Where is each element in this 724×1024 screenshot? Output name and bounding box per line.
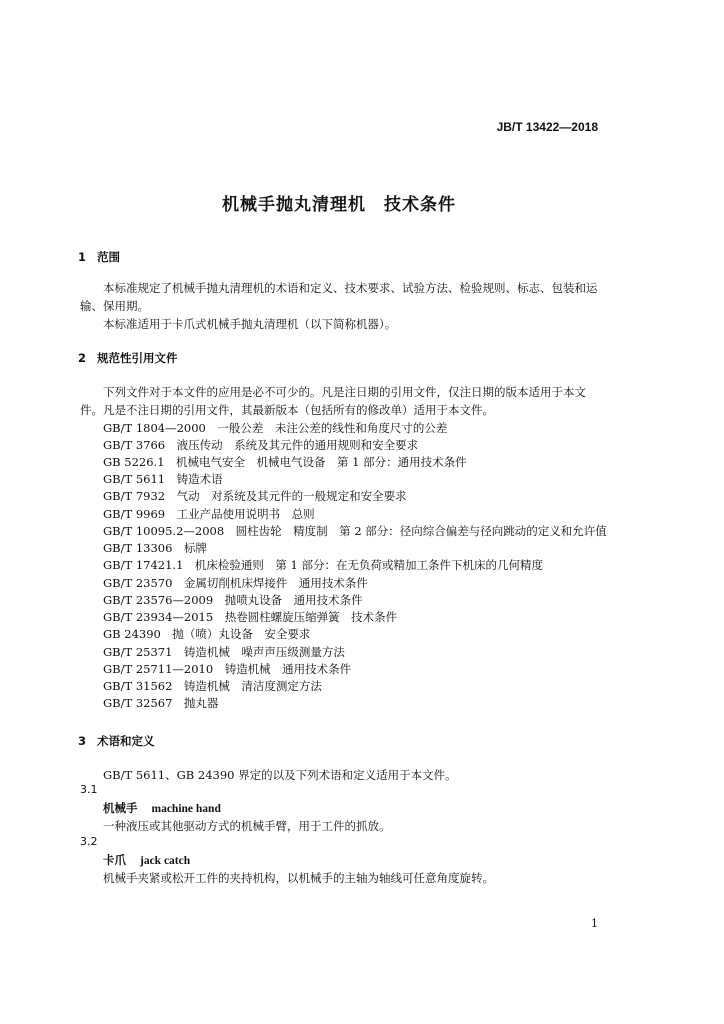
reference-item: GB/T 10095.2—2008 圆柱齿轮 精度制 第 2 部分：径向综合偏差与径向跳动的定义和允许值 [103,524,607,538]
section-2-intro [80,384,600,419]
reference-item: GB/T 31562 铸造机械 清洁度测定方法 [103,679,322,693]
reference-item: GB/T 23570 金属切削机床焊接件 通用技术条件 [103,576,368,590]
page-number: 1 [591,917,598,930]
standard-code: JB/T 13422—2018 [496,120,598,134]
term-en: jack catch [140,855,191,867]
section-number: 2 [78,351,87,365]
reference-item: GB/T 5611 铸造术语 [103,472,223,486]
term-en: machine hand [151,803,221,815]
section-title: 规范性引用文件 [97,351,178,365]
reference-item: GB/T 9969 工业产品使用说明书 总则 [103,507,315,521]
term-heading [103,852,190,868]
section-number: 1 [78,250,87,264]
reference-item: GB/T 32567 抛丸器 [103,696,219,710]
section-title: 术语和定义 [97,734,155,748]
term-number: 3.1 [80,783,98,796]
reference-item: GB/T 25371 铸造机械 噪声声压级测量方法 [103,645,345,659]
section-number: 3 [78,734,87,748]
reference-item: GB/T 23934—2015 热卷圆柱螺旋压缩弹簧 技术条件 [103,610,398,624]
section-title: 范围 [97,250,120,264]
reference-item: GB/T 13306 标牌 [103,541,207,555]
section-1-paragraph-1 [80,280,600,315]
reference-item: GB/T 7932 气动 对系统及其元件的一般规定和安全要求 [103,489,407,503]
reference-item: GB/T 1804—2000 一般公差 未注公差的线性和角度尺寸的公差 [103,421,448,435]
term-definition: 机械手夹紧或松开工件的夹持机构，以机械手的主轴为轴线可任意角度旋转。 [103,871,494,885]
reference-item: GB/T 17421.1 机床检验通则 第 1 部分：在无负荷或精加工条件下机床的几何精度 [103,558,544,572]
section-3-intro: GB/T 5611、GB 24390 界定的以及下列术语和定义适用于本文件。 [103,768,457,782]
document-title: 机械手抛丸清理机 技术条件 [222,195,456,215]
reference-item: GB 5226.1 机械电气安全 机械电气设备 第 1 部分：通用技术条件 [103,455,467,469]
paragraph-text: 本标准规定了机械手抛丸清理机的术语和定义、技术要求、试验方法、检验规则、标志、包装和运输、保用期。 [80,281,598,313]
reference-item: GB/T 25711—2010 铸造机械 通用技术条件 [103,662,352,676]
term-number: 3.2 [80,835,98,848]
section-1-paragraph-2: 本标准适用于卡爪式机械手抛丸清理机（以下简称机器）。 [103,317,397,331]
reference-item: GB/T 3766 液压传动 系统及其元件的通用规则和安全要求 [103,438,419,452]
term-definition: 一种液压或其他驱动方式的机械手臂，用于工件的抓放。 [103,819,391,833]
term-heading [103,800,221,816]
section-1-heading [78,249,120,265]
section-3-heading [78,733,155,749]
section-2-heading [78,350,178,366]
term-zh: 机械手 [103,801,138,815]
reference-item: GB/T 23576—2009 抛喷丸设备 通用技术条件 [103,593,363,607]
paragraph-text: 下列文件对于本文件的应用是必不可少的。凡是注日期的引用文件，仅注日期的版本适用于本文件。凡是不注日期的引用文件，其最新版本（包括所有的修改单）适用于本文件。 [80,385,586,417]
reference-item: GB 24390 抛（喷）丸设备 安全要求 [103,627,311,641]
term-zh: 卡爪 [103,853,126,867]
